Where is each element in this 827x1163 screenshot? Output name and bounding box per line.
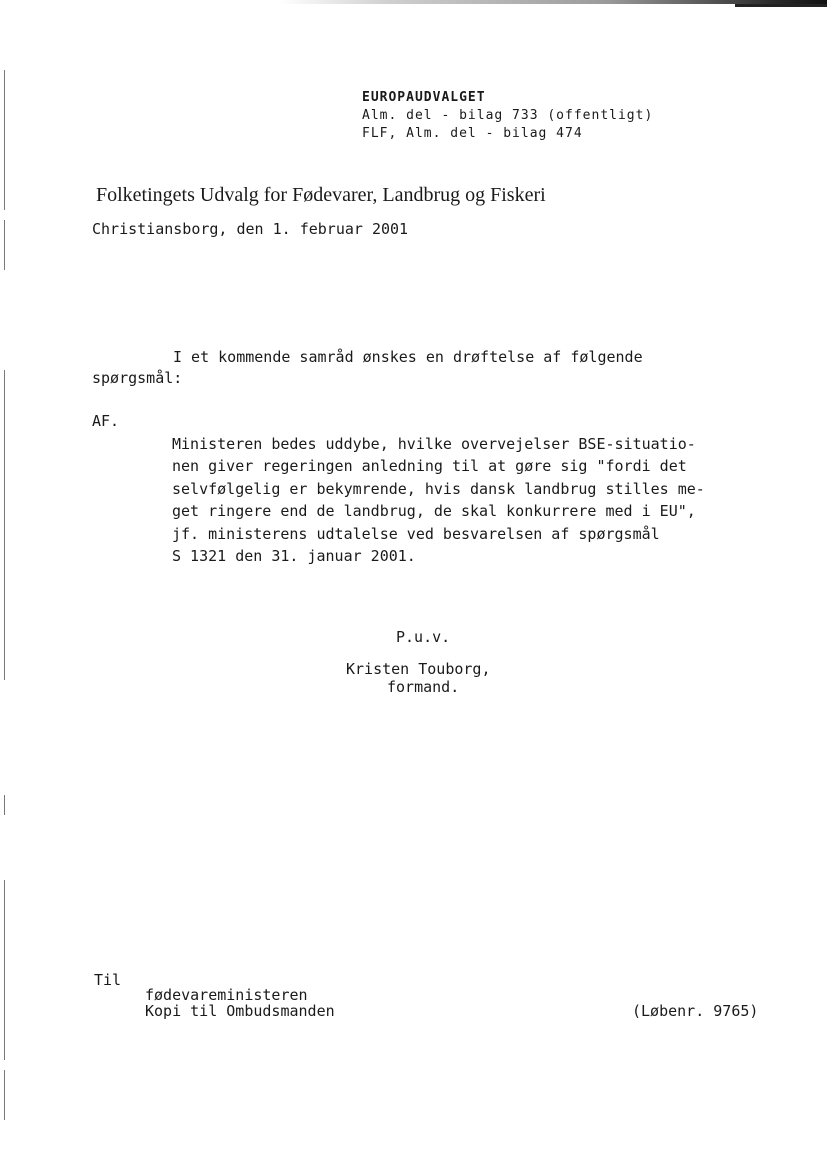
recipient-label: Til <box>94 971 122 989</box>
scan-edge-left <box>4 560 5 680</box>
stamp-reference-2: FLF, Alm. del - bilag 474 <box>362 126 583 141</box>
scan-edge-top-dark <box>735 4 827 7</box>
intro-line-2: spørgsmål: <box>92 369 183 387</box>
question-line: nen giver regeringen anledning til at gøre sig "fordi det <box>172 457 687 475</box>
question-line: S 1321 den 31. januar 2001. <box>172 547 416 565</box>
recipient: fødevareministeren <box>145 986 308 1004</box>
signature-name: Kristen Touborg, <box>346 660 491 678</box>
committee-name: Folketingets Udvalg for Fødevarer, Landbrug og Fiskeri <box>96 184 546 206</box>
serial-number: (Løbenr. 9765) <box>632 1002 759 1020</box>
scan-edge-left <box>4 70 5 210</box>
question-label: AF. <box>92 412 120 430</box>
question-text <box>172 410 705 613</box>
stamp-title: EUROPAUDVALGET <box>362 90 486 105</box>
copy-recipient: Kopi til Ombudsmanden <box>145 1002 335 1020</box>
question-line: Ministeren bedes uddybe, hvilke overvejelser BSE-situatio- <box>172 434 696 453</box>
signature-role: formand. <box>387 678 460 696</box>
signature-puv: P.u.v. <box>396 628 451 646</box>
scan-edge-left <box>4 1070 5 1120</box>
question-line: jf. ministerens udtalelse ved besvarelsen af spørgsmål <box>172 524 660 543</box>
place-date: Christiansborg, den 1. februar 2001 <box>92 220 409 238</box>
scan-edge-left <box>4 220 5 270</box>
scan-edge-left <box>4 880 5 1060</box>
intro-line-1: I et kommende samråd ønskes en drøftelse af følgende <box>173 348 643 366</box>
stamp-reference-1: Alm. del - bilag 733 (offentligt) <box>362 108 654 123</box>
question-line: selvfølgelig er bekymrende, hvis dansk landbrug stilles me- <box>172 479 705 498</box>
question-line: get ringere end de landbrug, de skal konkurrere med i EU", <box>172 502 696 520</box>
scan-edge-left <box>4 795 5 815</box>
